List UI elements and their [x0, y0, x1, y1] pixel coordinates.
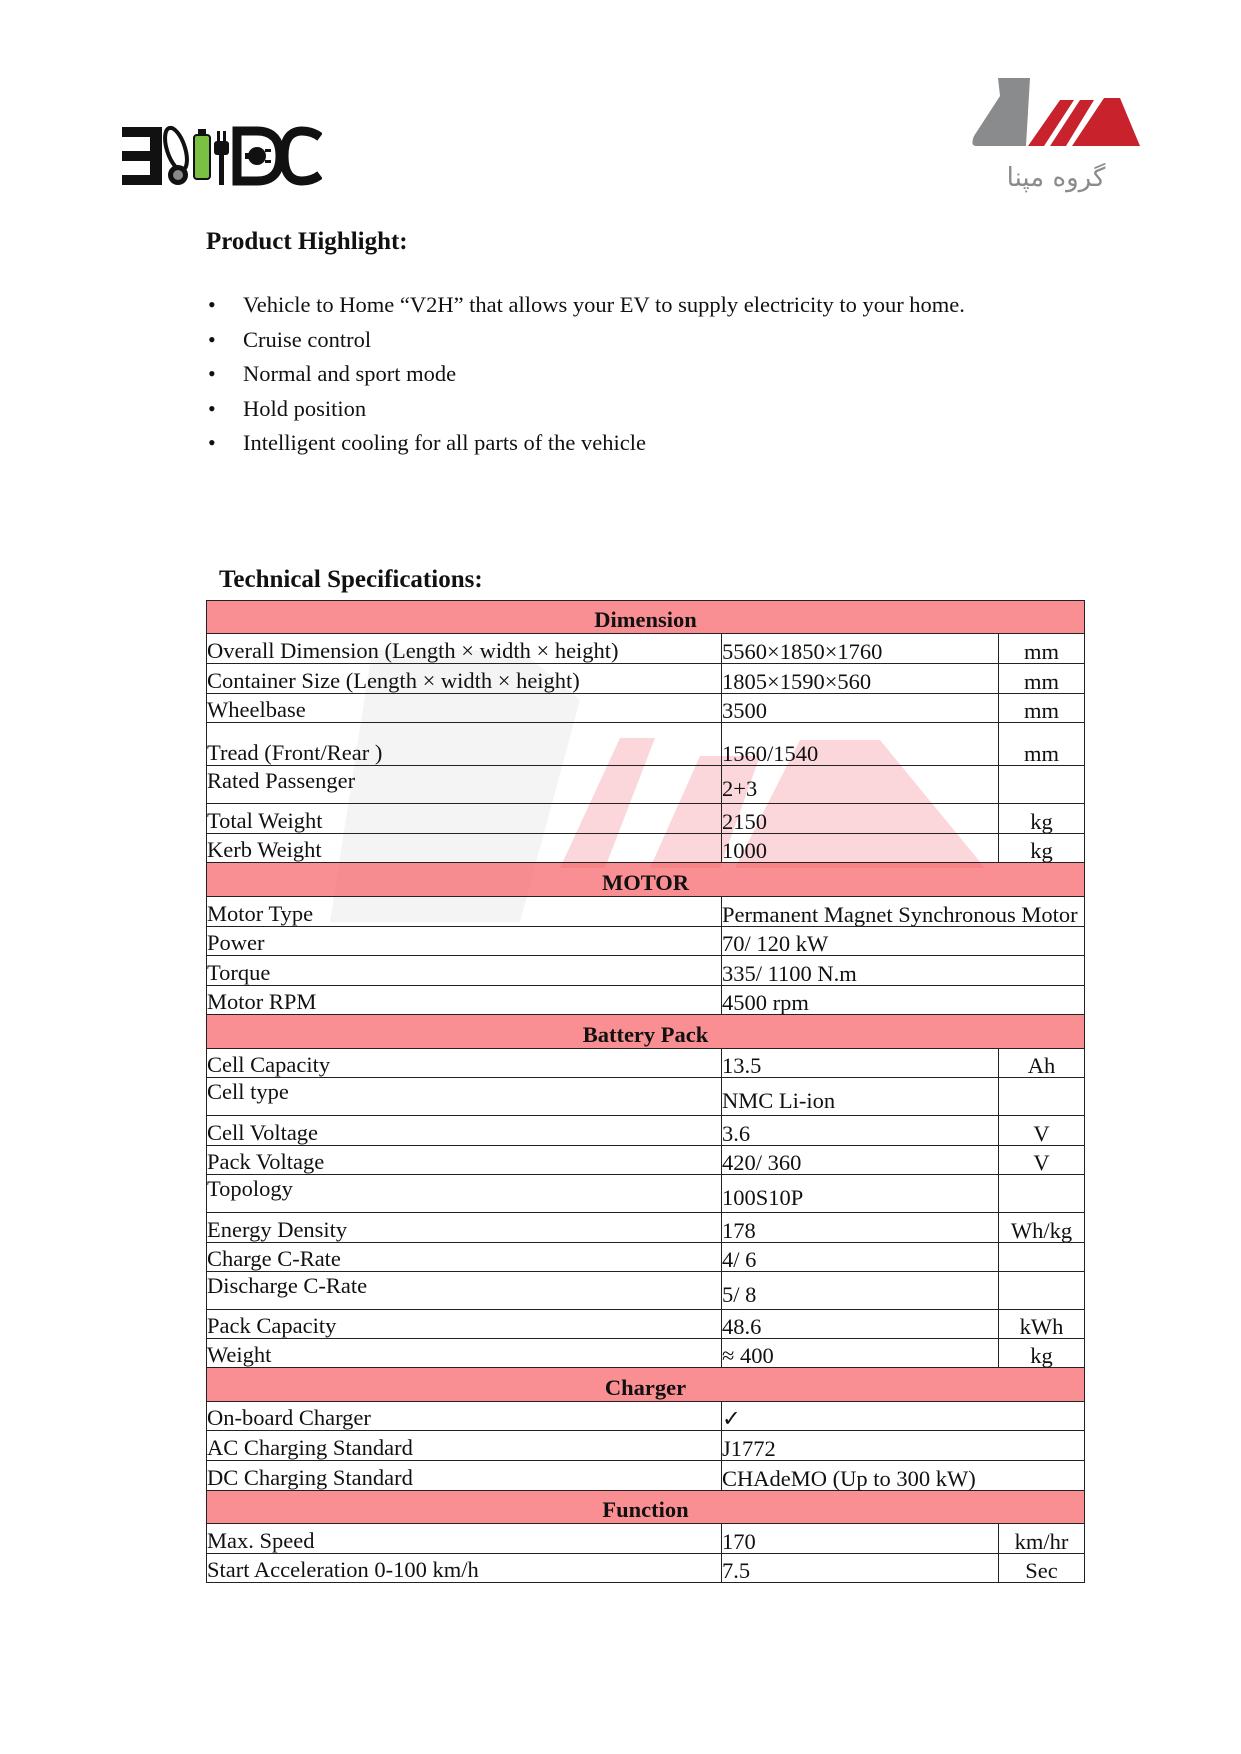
table-row [207, 1431, 1085, 1461]
table-row [207, 1461, 1085, 1491]
list-item: • Intelligent cooling for all parts of the vehicle [206, 426, 965, 461]
spec-label: Overall Dimension (Length × width × height) [207, 634, 722, 664]
spec-label: Torque [207, 956, 722, 986]
mapna-group-logo [970, 76, 1142, 202]
spec-value: 70/ 120 kW [722, 927, 1085, 956]
spec-value: 1805×1590×560 [722, 664, 999, 694]
spec-label: Pack Capacity [207, 1310, 722, 1339]
spec-label: On-board Charger [207, 1402, 722, 1431]
table-row [207, 1524, 1085, 1554]
spec-label: Discharge C-Rate [207, 1272, 722, 1310]
table-row [207, 897, 1085, 927]
table-row [207, 1243, 1085, 1272]
table-row [207, 694, 1085, 723]
spec-value: Permanent Magnet Synchronous Motor [722, 897, 1085, 927]
spec-value: 7.5 [722, 1554, 999, 1583]
spec-value: 1000 [722, 834, 999, 863]
spec-value: 178 [722, 1213, 999, 1243]
spec-value: 420/ 360 [722, 1146, 999, 1175]
spec-value: 2+3 [722, 766, 999, 804]
spec-label: Motor Type [207, 897, 722, 927]
table-row [207, 1049, 1085, 1078]
spec-value: 170 [722, 1524, 999, 1554]
table-row [207, 834, 1085, 863]
checkmark-icon: ✓ [722, 1402, 1085, 1431]
spec-label: Charge C-Rate [207, 1243, 722, 1272]
spec-unit [999, 1175, 1085, 1213]
table-row [207, 1272, 1085, 1310]
spec-value: 3500 [722, 694, 999, 723]
list-item: • Normal and sport mode [206, 357, 965, 392]
table-row [207, 634, 1085, 664]
spec-unit [999, 1078, 1085, 1116]
table-row [207, 1554, 1085, 1583]
spec-value: 48.6 [722, 1310, 999, 1339]
ev-plug-battery-icon [161, 125, 229, 185]
table-row [207, 766, 1085, 804]
spec-unit [999, 1272, 1085, 1310]
spec-unit: Wh/kg [999, 1213, 1085, 1243]
table-row [207, 927, 1085, 956]
spec-unit: kg [999, 834, 1085, 863]
spec-unit [999, 766, 1085, 804]
spec-unit: V [999, 1116, 1085, 1146]
spec-value: 13.5 [722, 1049, 999, 1078]
table-row [207, 1310, 1085, 1339]
spec-unit: kg [999, 1339, 1085, 1368]
table-row [207, 986, 1085, 1015]
spec-unit: Sec [999, 1554, 1085, 1583]
spec-value: NMC Li-ion [722, 1078, 999, 1116]
spec-unit [999, 1243, 1085, 1272]
section-header-charger: Charger [207, 1368, 1085, 1402]
spec-label: Start Acceleration 0-100 km/h [207, 1554, 722, 1583]
spec-unit: kg [999, 804, 1085, 834]
spec-unit: mm [999, 664, 1085, 694]
table-row [207, 1402, 1085, 1431]
spec-label: Weight [207, 1339, 722, 1368]
spec-value: J1772 [722, 1431, 1085, 1461]
spec-label: Cell Capacity [207, 1049, 722, 1078]
section-header-function: Function [207, 1491, 1085, 1524]
table-row [207, 1116, 1085, 1146]
table-row [207, 664, 1085, 694]
spec-value: ≈ 400 [722, 1339, 999, 1368]
section-header-battery-pack: Battery Pack [207, 1015, 1085, 1049]
spec-label: Kerb Weight [207, 834, 722, 863]
spec-label: Cell Voltage [207, 1116, 722, 1146]
spec-label: Topology [207, 1175, 722, 1213]
spec-label: Max. Speed [207, 1524, 722, 1554]
spec-label: Cell type [207, 1078, 722, 1116]
table-row [207, 723, 1085, 766]
svg-text:گروه مپنا: گروه مپنا [1006, 163, 1106, 193]
list-item: • Vehicle to Home “V2H” that allows your EV to supply electricity to your home. [206, 288, 965, 323]
evidc-logo [122, 123, 322, 189]
list-item: • Hold position [206, 392, 965, 427]
spec-label: Total Weight [207, 804, 722, 834]
highlights-list [206, 288, 965, 461]
spec-label: Wheelbase [207, 694, 722, 723]
spec-value: 100S10P [722, 1175, 999, 1213]
spec-unit: km/hr [999, 1524, 1085, 1554]
table-row [207, 1213, 1085, 1243]
spec-label: Motor RPM [207, 986, 722, 1015]
spec-table [206, 600, 1085, 1583]
section-header-motor: MOTOR [207, 863, 1085, 897]
spec-label: AC Charging Standard [207, 1431, 722, 1461]
spec-unit: mm [999, 634, 1085, 664]
spec-value: 335/ 1100 N.m [722, 956, 1085, 986]
table-row [207, 1146, 1085, 1175]
spec-value: 4/ 6 [722, 1243, 999, 1272]
spec-label: Energy Density [207, 1213, 722, 1243]
spec-unit: mm [999, 723, 1085, 766]
spec-value: 5560×1850×1760 [722, 634, 999, 664]
table-row [207, 1175, 1085, 1213]
technical-specifications-heading: Technical Specifications: [219, 566, 483, 593]
spec-label: Tread (Front/Rear ) [207, 723, 722, 766]
section-header-dimension: Dimension [207, 601, 1085, 634]
spec-label: Rated Passenger [207, 766, 722, 804]
spec-value: 5/ 8 [722, 1272, 999, 1310]
spec-label: Power [207, 927, 722, 956]
table-row [207, 804, 1085, 834]
product-highlight-heading: Product Highlight: [206, 228, 408, 255]
spec-label: DC Charging Standard [207, 1461, 722, 1491]
table-row [207, 1078, 1085, 1116]
spec-value: CHAdeMO (Up to 300 kW) [722, 1461, 1085, 1491]
spec-unit: kWh [999, 1310, 1085, 1339]
spec-value: 4500 rpm [722, 986, 1085, 1015]
table-row [207, 956, 1085, 986]
spec-unit: V [999, 1146, 1085, 1175]
spec-unit: Ah [999, 1049, 1085, 1078]
list-item: • Cruise control [206, 323, 965, 358]
table-row [207, 1339, 1085, 1368]
spec-label: Container Size (Length × width × height) [207, 664, 722, 694]
spec-unit: mm [999, 694, 1085, 723]
spec-value: 3.6 [722, 1116, 999, 1146]
spec-value: 2150 [722, 804, 999, 834]
spec-value: 1560/1540 [722, 723, 999, 766]
spec-label: Pack Voltage [207, 1146, 722, 1175]
